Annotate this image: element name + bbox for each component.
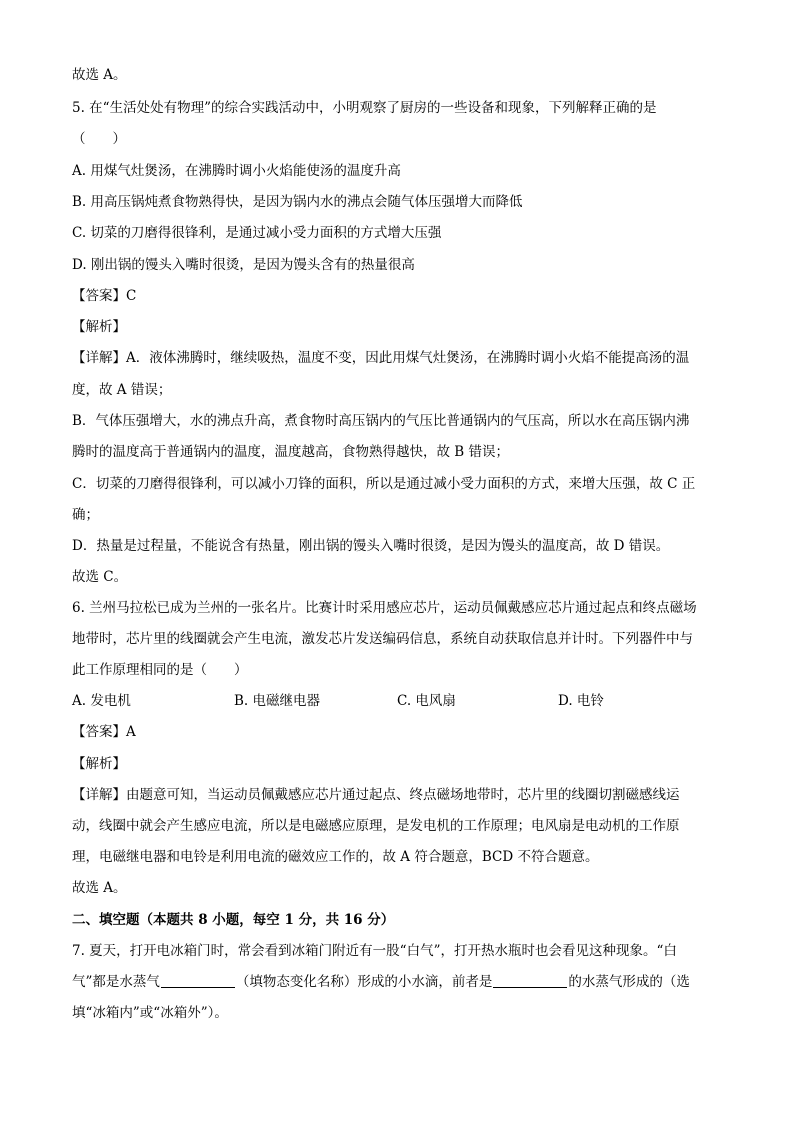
question-5-bracket: （ ）	[72, 131, 126, 147]
explanation-line: C．切菜的刀磨得很锋利，可以减小刀锋的面积，所以是通过减小受力面积的方式，来增大压强，故 C 正	[72, 476, 696, 492]
answer-label: 【答案】A	[72, 724, 136, 740]
section-heading: 二、填空题（本题共 8 小题，每空 1 分，共 16 分）	[72, 912, 395, 928]
choice-d: D. 电铃	[558, 693, 604, 709]
explanation-line: D．热量是过程量，不能说含有热量，刚出锅的馒头入嘴时很烫，是因为馒头的温度高，故 D 错误。	[72, 538, 670, 554]
explanation-line: B．气体压强增大，水的沸点升高，煮食物时高压锅内的气压比普通锅内的气压高，所以水在高压锅内沸	[72, 413, 690, 429]
question-7-text: （填物态变化名称）形成的小水滴，前者是	[235, 974, 493, 990]
text-line: 故选 A。	[72, 880, 127, 896]
option-c: C. 切菜的刀磨得很锋利，是通过减小受力面积的方式增大压强	[72, 225, 442, 241]
question-6-stem: 地带时，芯片里的线圈就会产生电流，激发芯片发送编码信息，系统自动获取信息并计时。下列器件中与	[72, 631, 693, 647]
choice-b: B. 电磁继电器	[234, 693, 321, 709]
question-7-stem	[72, 973, 690, 991]
question-7-text: 的水蒸气形成的（选	[568, 974, 690, 990]
question-5-stem: 5. 在“生活处处有物理”的综合实践活动中，小明观察了厨房的一些设备和现象，下列解释正确的是	[72, 100, 657, 116]
explanation-line: 确；	[72, 507, 99, 523]
question-6-stem: 此工作原理相同的是（ ）	[72, 662, 248, 678]
explanation-line: 腾时的温度高于普通锅内的温度，温度越高，食物熟得越快，故 B 错误；	[72, 444, 510, 460]
option-d: D. 刚出锅的馒头入嘴时很烫，是因为馒头含有的热量很高	[72, 257, 415, 273]
text-line: 故选 C。	[72, 569, 128, 585]
analysis-label: 【解析】	[72, 756, 126, 772]
explanation-line: 动，线圈中就会产生感应电流，所以是电磁感应原理，是发电机的工作原理；电风扇是电动机的工作原	[72, 818, 680, 834]
choice-a: A. 发电机	[72, 693, 131, 709]
fill-blank-1[interactable]	[161, 973, 235, 988]
option-b: B. 用高压锅炖煮食物熟得快，是因为锅内水的沸点会随气体压强增大而降低	[72, 194, 523, 210]
explanation-line: 度，故 A 错误；	[72, 382, 172, 398]
choice-c: C. 电风扇	[397, 693, 456, 709]
question-7-stem: 填“冰箱内”或“冰箱外”）。	[72, 1005, 228, 1021]
explanation-line: 理，电磁继电器和电铃是利用电流的磁效应工作的，故 A 符合题意，BCD 不符合题意。	[72, 849, 599, 865]
question-6-stem: 6. 兰州马拉松已成为兰州的一张名片。比赛计时采用感应芯片，运动员佩戴感应芯片通过起点和终点磁场	[72, 600, 697, 616]
analysis-label: 【解析】	[72, 319, 126, 335]
explanation-line: 【详解】由题意可知，当运动员佩戴感应芯片通过起点、终点磁场地带时，芯片里的线圈切割磁感线运	[72, 787, 680, 803]
text-line: 故选 A。	[72, 67, 127, 83]
explanation-line: 【详解】A．液体沸腾时，继续吸热，温度不变，因此用煤气灶煲汤，在沸腾时调小火焰不能提高汤的温	[72, 350, 690, 366]
option-a: A. 用煤气灶煲汤，在沸腾时调小火焰能使汤的温度升高	[72, 163, 401, 179]
question-7-stem: 7. 夏天，打开电冰箱门时，常会看到冰箱门附近有一股“白气”，打开热水瓶时也会看见这种现象。“白	[72, 943, 677, 959]
fill-blank-2[interactable]	[493, 973, 567, 988]
answer-label: 【答案】C	[72, 288, 137, 304]
question-7-text: 气”都是水蒸气	[72, 974, 160, 990]
